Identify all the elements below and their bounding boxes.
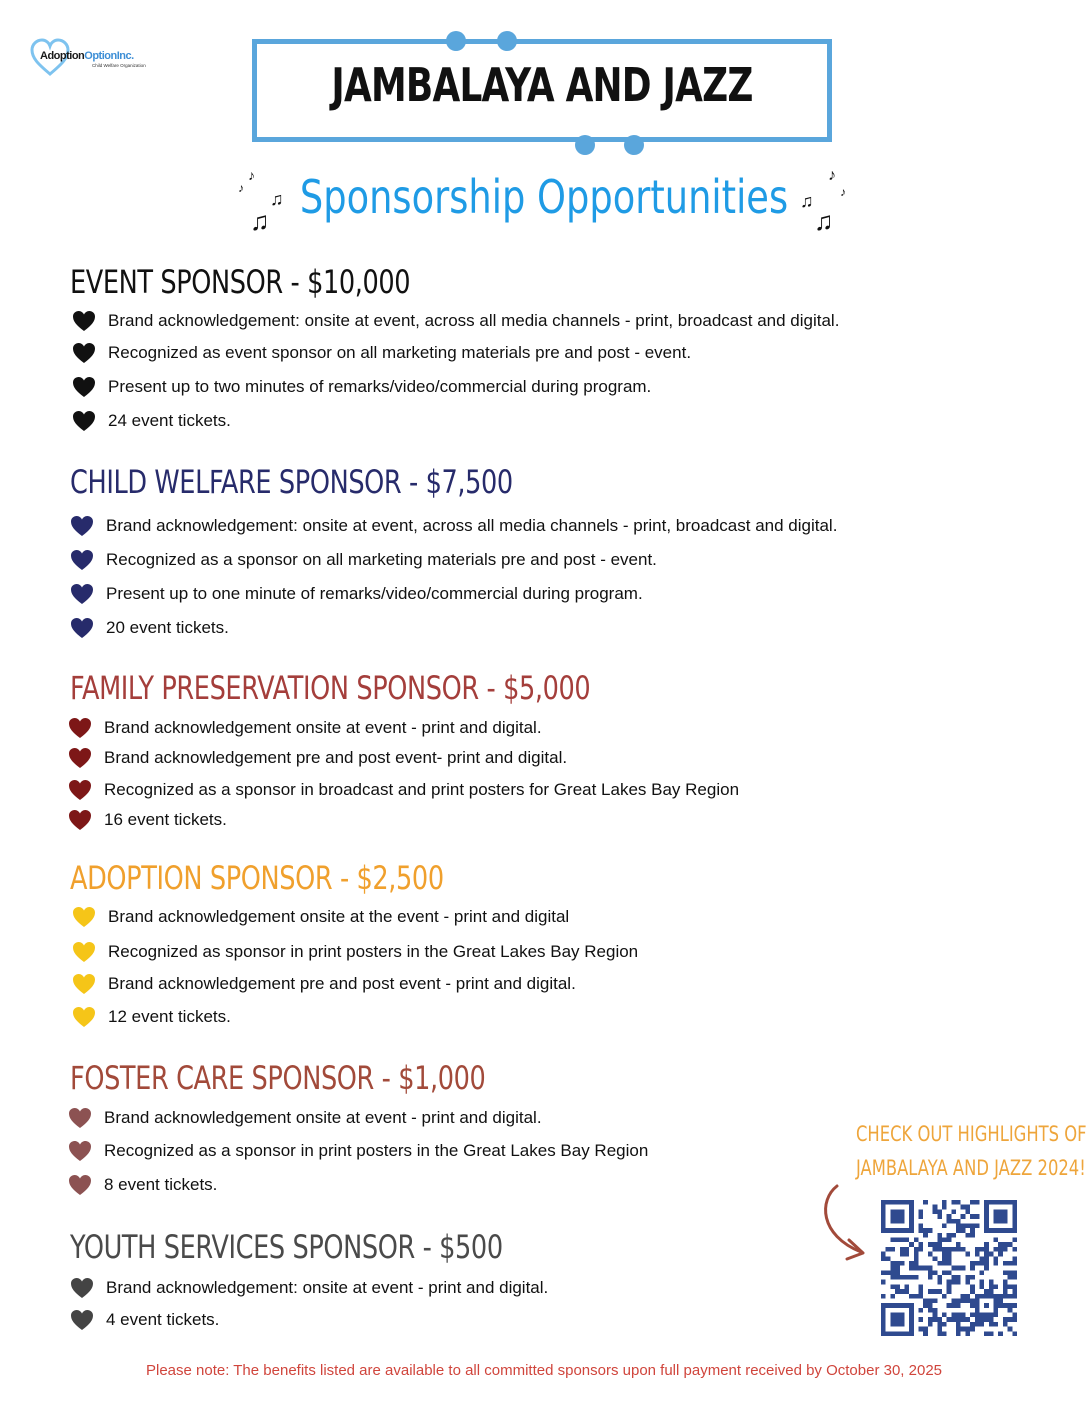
- section-heading: EVENT SPONSOR - $10,000: [70, 263, 411, 301]
- list-item-text: Brand acknowledgement onsite at the event - print and digital: [108, 907, 570, 926]
- section-heading: CHILD WELFARE SPONSOR - $7,500: [70, 463, 513, 501]
- heart-icon: [70, 549, 94, 571]
- heart-icon: [72, 376, 96, 398]
- qr-caption-line2: JAMBALAYA AND JAZZ 2024!: [855, 1156, 1086, 1180]
- list-item-text: 24 event tickets.: [108, 411, 231, 430]
- list-item: [72, 1004, 231, 1030]
- list-item: [70, 1307, 219, 1333]
- frame-dot: [497, 31, 517, 51]
- footer-note: Please note: The benefits listed are available to all committed sponsors upon full payment received by October 30, 2025: [145, 1362, 943, 1379]
- list-item: [68, 807, 227, 833]
- list-item: [70, 1275, 548, 1301]
- qr-caption-line1: CHECK OUT HIGHLIGHTS OF: [855, 1122, 1087, 1146]
- list-item-text: Recognized as a sponsor in print posters in the Great Lakes Bay Region: [104, 1141, 649, 1160]
- heart-icon: [68, 809, 92, 831]
- section-event-sponsor: [70, 262, 495, 302]
- organization-logo: [30, 38, 160, 78]
- list-item: [70, 615, 229, 641]
- heart-icon: [72, 973, 96, 995]
- list-item-text: 12 event tickets.: [108, 1007, 231, 1026]
- list-item: [68, 745, 567, 771]
- page-title: JAMBALAYA AND JAZZ: [331, 58, 753, 112]
- logo-tagline: Child Welfare Organization: [92, 63, 146, 68]
- heart-icon: [68, 1107, 92, 1129]
- list-item: [70, 581, 643, 607]
- section-youth-services-sponsor: [70, 1227, 611, 1267]
- section-heading: ADOPTION SPONSOR - $2,500: [70, 859, 444, 897]
- list-item-text: Brand acknowledgement onsite at event - print and digital.: [104, 1108, 542, 1127]
- list-item: [70, 513, 837, 539]
- section-family-preservation-sponsor: [70, 668, 720, 708]
- heart-icon: [70, 617, 94, 639]
- heart-icon: [72, 310, 96, 332]
- list-item-text: Recognized as a sponsor on all marketing materials pre and post - event.: [106, 550, 657, 569]
- section-adoption-sponsor: [70, 858, 537, 898]
- curved-arrow-icon: [815, 1180, 875, 1265]
- list-item-text: 8 event tickets.: [104, 1175, 218, 1194]
- heart-icon: [72, 342, 96, 364]
- list-item-text: Recognized as event sponsor on all marketing materials pre and post - event.: [108, 343, 692, 362]
- heart-icon: [68, 747, 92, 769]
- heart-icon: [70, 1309, 94, 1331]
- list-item-text: Brand acknowledgement onsite at event - print and digital.: [104, 718, 542, 737]
- list-item-text: Recognized as a sponsor in broadcast and print posters for Great Lakes Bay Region: [104, 780, 740, 799]
- logo-name: [40, 50, 134, 62]
- frame-dot: [575, 135, 595, 155]
- heart-icon: [68, 1140, 92, 1162]
- section-child-welfare-sponsor: [70, 462, 623, 502]
- frame-dot: [624, 135, 644, 155]
- heart-icon: [72, 1006, 96, 1028]
- logo-name-part1: Adoption: [40, 50, 85, 62]
- list-item: [72, 939, 638, 965]
- section-heading: FOSTER CARE SPONSOR - $1,000: [70, 1059, 486, 1097]
- list-item-text: Present up to two minutes of remarks/video/commercial during program.: [108, 377, 652, 396]
- list-item-text: 20 event tickets.: [106, 618, 229, 637]
- list-item: [68, 715, 542, 741]
- list-item: [72, 904, 569, 930]
- section-heading: FAMILY PRESERVATION SPONSOR - $5,000: [70, 669, 591, 707]
- list-item-text: Brand acknowledgement pre and post event - print and digital.: [108, 974, 576, 993]
- logo-name-part2: OptionInc.: [84, 50, 134, 62]
- list-item-text: Brand acknowledgement: onsite at event, across all media channels - print, broadcast and digital.: [106, 516, 838, 535]
- frame-dot: [446, 31, 466, 51]
- heart-icon: [72, 410, 96, 432]
- list-item: [68, 1105, 542, 1131]
- list-item: [68, 1138, 648, 1164]
- page-subtitle: Sponsorship Opportunities: [299, 170, 789, 224]
- list-item-text: Brand acknowledgement: onsite at event, across all media channels - print, broadcast and digital.: [108, 311, 840, 330]
- heart-icon: [68, 779, 92, 801]
- list-item-text: Brand acknowledgement pre and post event- print and digital.: [104, 748, 568, 767]
- section-foster-care-sponsor: [70, 1058, 589, 1098]
- heart-icon: [70, 515, 94, 537]
- list-item-text: 16 event tickets.: [104, 810, 227, 829]
- list-item: [72, 408, 231, 434]
- heart-icon: [70, 583, 94, 605]
- heart-icon: [72, 941, 96, 963]
- list-item-text: Recognized as sponsor in print posters in the Great Lakes Bay Region: [108, 942, 639, 961]
- heart-icon: [68, 717, 92, 739]
- section-heading: YOUTH SERVICES SPONSOR - $500: [70, 1228, 503, 1266]
- heart-icon: [70, 1277, 94, 1299]
- list-item: [68, 1172, 217, 1198]
- list-item: [72, 308, 839, 334]
- list-item-text: Present up to one minute of remarks/video/commercial during program.: [106, 584, 643, 603]
- heart-icon: [68, 1174, 92, 1196]
- qr-code[interactable]: [881, 1200, 1017, 1336]
- list-item: [70, 547, 657, 573]
- list-item-text: Brand acknowledgement: onsite at event - print and digital.: [106, 1278, 549, 1297]
- list-item: [68, 777, 739, 803]
- list-item: [72, 971, 576, 997]
- list-item: [72, 340, 691, 366]
- heart-icon: [72, 906, 96, 928]
- list-item: [72, 374, 651, 400]
- list-item-text: 4 event tickets.: [106, 1310, 220, 1329]
